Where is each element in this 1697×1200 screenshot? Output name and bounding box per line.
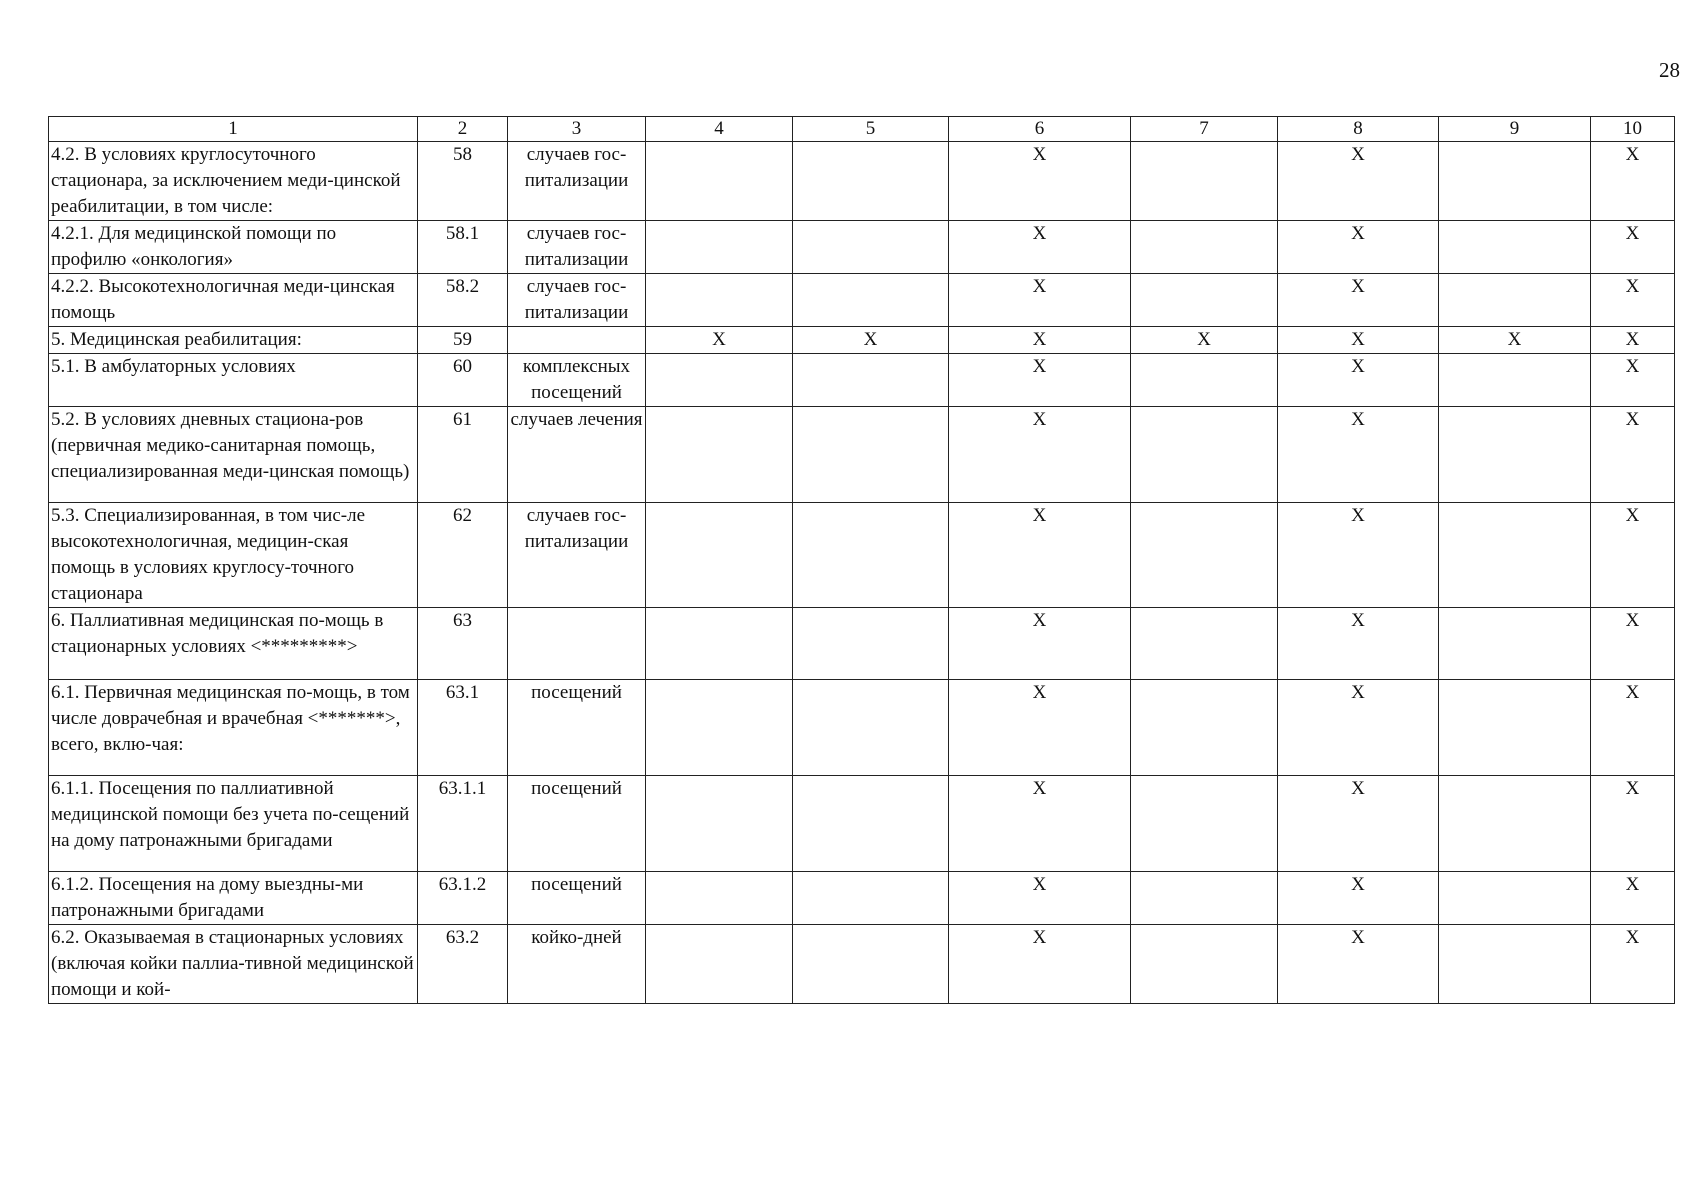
cell-col-6: X [949, 608, 1131, 680]
cell-col-4 [646, 503, 793, 608]
row-code-cell: 60 [418, 354, 508, 407]
cell-col-6: X [949, 776, 1131, 872]
cell-col-7 [1131, 407, 1278, 503]
cell-col-4 [646, 680, 793, 776]
cell-col-7 [1131, 680, 1278, 776]
cell-col-6: X [949, 503, 1131, 608]
cell-col-9 [1439, 925, 1591, 1004]
cell-col-4 [646, 776, 793, 872]
table-row [49, 872, 1675, 925]
cell-col-9 [1439, 680, 1591, 776]
cell-col-8: X [1278, 925, 1439, 1004]
row-code-cell: 58 [418, 142, 508, 221]
row-name-cell: 5. Медицинская реабилитация: [49, 327, 418, 354]
table-row [49, 503, 1675, 608]
cell-col-8: X [1278, 680, 1439, 776]
cell-col-4 [646, 407, 793, 503]
cell-col-10: X [1591, 221, 1675, 274]
row-name-cell: 4.2. В условиях круглосуточного стационара, за исключением меди-цинской реабилитации, в том числе: [49, 142, 418, 221]
cell-col-10: X [1591, 608, 1675, 680]
column-header: 8 [1278, 117, 1439, 142]
row-unit-cell: случаев гос-питализации [508, 503, 646, 608]
cell-col-7 [1131, 354, 1278, 407]
cell-col-10: X [1591, 680, 1675, 776]
cell-col-5 [793, 776, 949, 872]
row-unit-cell: случаев гос-питализации [508, 142, 646, 221]
cell-col-6: X [949, 872, 1131, 925]
cell-col-9 [1439, 608, 1591, 680]
column-header: 9 [1439, 117, 1591, 142]
row-unit-cell [508, 608, 646, 680]
cell-col-10: X [1591, 776, 1675, 872]
row-code-cell: 63.1.2 [418, 872, 508, 925]
row-unit-cell: случаев гос-питализации [508, 274, 646, 327]
table-header-row [49, 117, 1675, 142]
cell-col-7 [1131, 776, 1278, 872]
table-row [49, 776, 1675, 872]
cell-col-6: X [949, 680, 1131, 776]
cell-col-7 [1131, 925, 1278, 1004]
cell-col-8: X [1278, 274, 1439, 327]
column-header: 10 [1591, 117, 1675, 142]
column-header: 5 [793, 117, 949, 142]
cell-col-8: X [1278, 142, 1439, 221]
row-unit-cell [508, 327, 646, 354]
cell-col-6: X [949, 142, 1131, 221]
table-row [49, 608, 1675, 680]
cell-col-7 [1131, 872, 1278, 925]
cell-col-8: X [1278, 407, 1439, 503]
cell-col-4 [646, 354, 793, 407]
cell-col-5 [793, 925, 949, 1004]
cell-col-5 [793, 407, 949, 503]
column-header: 4 [646, 117, 793, 142]
cell-col-6: X [949, 925, 1131, 1004]
row-code-cell: 58.2 [418, 274, 508, 327]
row-unit-cell: комплексных посещений [508, 354, 646, 407]
row-code-cell: 63.1 [418, 680, 508, 776]
column-header: 3 [508, 117, 646, 142]
cell-col-10: X [1591, 872, 1675, 925]
table-row [49, 680, 1675, 776]
cell-col-9 [1439, 221, 1591, 274]
row-name-cell: 6.1.2. Посещения на дому выездны-ми патронажными бригадами [49, 872, 418, 925]
cell-col-9 [1439, 503, 1591, 608]
row-name-cell: 6.1.1. Посещения по паллиативной медицинской помощи без учета по-сещений на дому патронажными бригадами [49, 776, 418, 872]
cell-col-7 [1131, 608, 1278, 680]
cell-col-5 [793, 221, 949, 274]
cell-col-4 [646, 608, 793, 680]
cell-col-5 [793, 872, 949, 925]
cell-col-8: X [1278, 327, 1439, 354]
cell-col-5 [793, 503, 949, 608]
cell-col-6: X [949, 221, 1131, 274]
cell-col-10: X [1591, 354, 1675, 407]
cell-col-9 [1439, 274, 1591, 327]
cell-col-5 [793, 142, 949, 221]
cell-col-9 [1439, 872, 1591, 925]
cell-col-5 [793, 608, 949, 680]
row-name-cell: 5.2. В условиях дневных стациона-ров (первичная медико-санитарная помощь, специализированная меди-цинская помощь) [49, 407, 418, 503]
cell-col-10: X [1591, 327, 1675, 354]
cell-col-7 [1131, 274, 1278, 327]
row-name-cell: 4.2.1. Для медицинской помощи по профилю «онкология» [49, 221, 418, 274]
row-name-cell: 6. Паллиативная медицинская по-мощь в стационарных условиях <*********> [49, 608, 418, 680]
indicators-table [48, 116, 1675, 1004]
row-unit-cell: посещений [508, 872, 646, 925]
table-row [49, 354, 1675, 407]
cell-col-4 [646, 925, 793, 1004]
cell-col-8: X [1278, 354, 1439, 407]
cell-col-5 [793, 680, 949, 776]
cell-col-10: X [1591, 142, 1675, 221]
row-name-cell: 6.2. Оказываемая в стационарных условиях (включая койки паллиа-тивной медицинской помощи и кой- [49, 925, 418, 1004]
cell-col-9: X [1439, 327, 1591, 354]
cell-col-9 [1439, 776, 1591, 872]
cell-col-5 [793, 274, 949, 327]
row-name-cell: 5.1. В амбулаторных условиях [49, 354, 418, 407]
row-code-cell: 61 [418, 407, 508, 503]
cell-col-5: X [793, 327, 949, 354]
row-name-cell: 4.2.2. Высокотехнологичная меди-цинская помощь [49, 274, 418, 327]
cell-col-4 [646, 274, 793, 327]
cell-col-7: X [1131, 327, 1278, 354]
column-header: 7 [1131, 117, 1278, 142]
row-unit-cell: случаев лечения [508, 407, 646, 503]
cell-col-8: X [1278, 503, 1439, 608]
cell-col-10: X [1591, 925, 1675, 1004]
cell-col-6: X [949, 354, 1131, 407]
cell-col-9 [1439, 354, 1591, 407]
cell-col-10: X [1591, 274, 1675, 327]
cell-col-4 [646, 872, 793, 925]
row-code-cell: 58.1 [418, 221, 508, 274]
row-unit-cell: койко-дней [508, 925, 646, 1004]
cell-col-8: X [1278, 776, 1439, 872]
cell-col-8: X [1278, 872, 1439, 925]
cell-col-4 [646, 142, 793, 221]
table-row [49, 925, 1675, 1004]
cell-col-5 [793, 354, 949, 407]
table-row [49, 274, 1675, 327]
cell-col-8: X [1278, 608, 1439, 680]
row-unit-cell: случаев гос-питализации [508, 221, 646, 274]
row-code-cell: 63.2 [418, 925, 508, 1004]
row-name-cell: 5.3. Специализированная, в том чис-ле высокотехнологичная, медицин-ская помощь в условиях круглосу-точного стационара [49, 503, 418, 608]
column-header: 2 [418, 117, 508, 142]
row-code-cell: 59 [418, 327, 508, 354]
cell-col-8: X [1278, 221, 1439, 274]
cell-col-10: X [1591, 407, 1675, 503]
column-header: 1 [49, 117, 418, 142]
page-number: 28 [1659, 58, 1680, 82]
row-code-cell: 63 [418, 608, 508, 680]
cell-col-6: X [949, 327, 1131, 354]
table-row [49, 221, 1675, 274]
cell-col-10: X [1591, 503, 1675, 608]
cell-col-4 [646, 221, 793, 274]
row-unit-cell: посещений [508, 776, 646, 872]
table-row [49, 142, 1675, 221]
cell-col-6: X [949, 407, 1131, 503]
column-header: 6 [949, 117, 1131, 142]
table-row [49, 327, 1675, 354]
cell-col-6: X [949, 274, 1131, 327]
cell-col-7 [1131, 221, 1278, 274]
cell-col-7 [1131, 142, 1278, 221]
cell-col-4: X [646, 327, 793, 354]
cell-col-9 [1439, 407, 1591, 503]
row-code-cell: 63.1.1 [418, 776, 508, 872]
row-unit-cell: посещений [508, 680, 646, 776]
cell-col-7 [1131, 503, 1278, 608]
cell-col-9 [1439, 142, 1591, 221]
table-row [49, 407, 1675, 503]
row-name-cell: 6.1. Первичная медицинская по-мощь, в том числе доврачебная и врачебная <*******>, всего, вклю-чая: [49, 680, 418, 776]
row-code-cell: 62 [418, 503, 508, 608]
